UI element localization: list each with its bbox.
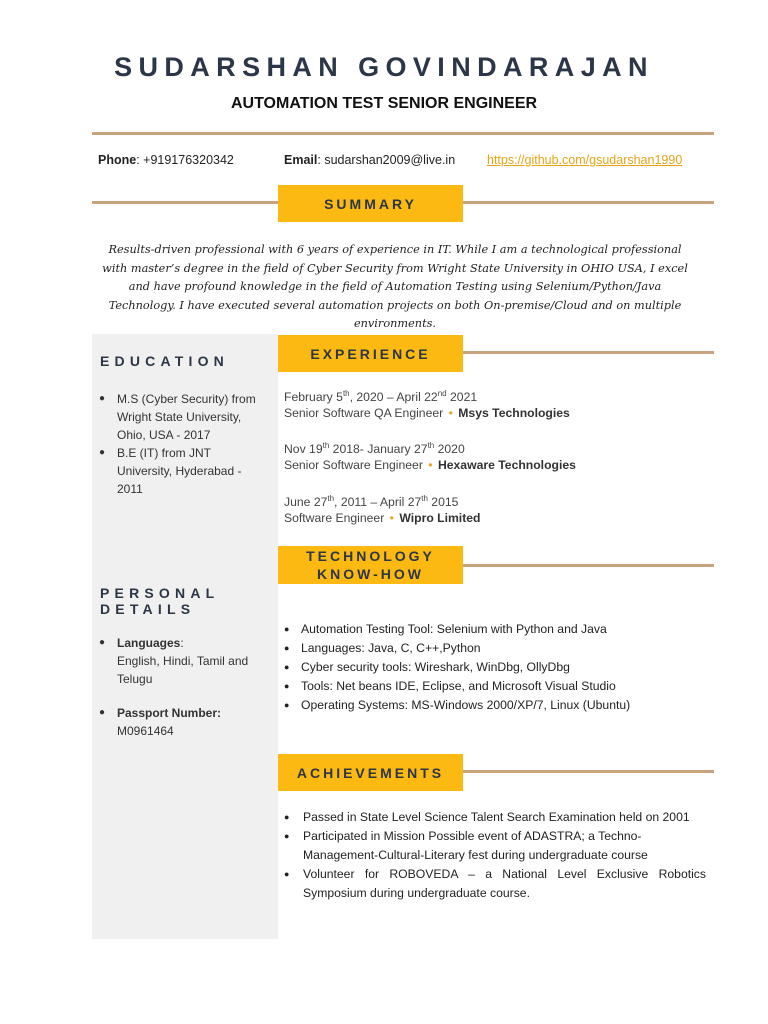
achievements-heading: ACHIEVEMENTS bbox=[278, 754, 463, 791]
bullet-icon: ● bbox=[284, 869, 290, 879]
list-item: ● Languages: Java, C, C++,Python bbox=[282, 639, 712, 658]
company-name: Hexaware Technologies bbox=[437, 458, 576, 472]
bullet-icon: ● bbox=[284, 831, 290, 841]
bullet-icon: ● bbox=[284, 624, 290, 634]
bullet-icon: ● bbox=[99, 447, 106, 458]
company-name: Msys Technologies bbox=[458, 406, 570, 420]
candidate-name: SUDARSHAN GOVINDARAJAN bbox=[114, 52, 654, 82]
bullet-icon: ● bbox=[284, 662, 290, 672]
languages-item: ● Languages: English, Hindi, Tamil and Telugu bbox=[99, 636, 249, 686]
email-label: Email bbox=[284, 153, 318, 167]
company-name: Wipro Limited bbox=[399, 511, 481, 525]
languages-value: English, Hindi, Tamil and Telugu bbox=[117, 654, 249, 686]
separator-icon: • bbox=[428, 458, 433, 472]
technology-rule bbox=[463, 564, 714, 567]
technology-heading: TECHNOLOGY KNOW-HOW bbox=[278, 546, 463, 584]
education-heading: EDUCATION bbox=[100, 353, 229, 369]
bullet-icon: ● bbox=[99, 707, 106, 718]
experience-entry bbox=[284, 441, 576, 473]
list-item: ● Operating Systems: MS-Windows 2000/XP/7, Linux (Ubuntu) bbox=[282, 696, 712, 715]
experience-heading: EXPERIENCE bbox=[278, 335, 463, 372]
experience-dates: Nov 19th 2018- January 27th 2020 bbox=[284, 440, 465, 456]
summary-heading: SUMMARY bbox=[278, 185, 463, 222]
education-item: ● M.S (Cyber Security) from Wright State University, Ohio, USA - 2017 bbox=[99, 392, 256, 442]
personal-details-heading: PERSONAL DETAILS bbox=[100, 585, 220, 617]
experience-dates: June 27th, 2011 – April 27th 2015 bbox=[284, 493, 459, 509]
summary-rule-right bbox=[463, 201, 714, 204]
header-divider bbox=[92, 132, 714, 135]
passport-label: Passport Number: bbox=[117, 706, 222, 720]
phone-value: +919176320342 bbox=[143, 153, 234, 167]
experience-role: Senior Software Engineer • Hexaware Technologies bbox=[284, 458, 576, 472]
education-item: ● B.E (IT) from JNT University, Hyderabad - 2011 bbox=[99, 446, 242, 496]
experience-role: Software Engineer • Wipro Limited bbox=[284, 511, 481, 525]
list-item: ● Participated in Mission Possible event of ADASTRA; a Techno-Management-Cultural-Literary fest during undergraduate course bbox=[284, 829, 648, 862]
personal-list bbox=[96, 634, 266, 740]
github-link[interactable]: https://github.com/gsudarshan1990 bbox=[487, 153, 683, 167]
experience-entry bbox=[284, 389, 570, 421]
education-list bbox=[96, 390, 266, 498]
bullet-icon: ● bbox=[99, 637, 106, 648]
experience-role: Senior Software QA Engineer • Msys Technologies bbox=[284, 406, 570, 420]
summary-rule-left bbox=[92, 201, 278, 204]
separator-icon: • bbox=[389, 511, 394, 525]
experience-rule bbox=[463, 351, 714, 354]
bullet-icon: ● bbox=[284, 812, 290, 822]
list-item: ● Automation Testing Tool: Selenium with Python and Java bbox=[282, 620, 712, 639]
languages-label: Languages bbox=[117, 636, 181, 650]
email-field: Email: sudarshan2009@live.in bbox=[284, 153, 456, 167]
phone-label: Phone bbox=[98, 153, 137, 167]
job-title: AUTOMATION TEST SENIOR ENGINEER bbox=[230, 95, 538, 112]
bullet-icon: ● bbox=[284, 700, 290, 710]
separator-icon: • bbox=[448, 406, 453, 420]
achievements-rule bbox=[463, 770, 714, 773]
bullet-icon: ● bbox=[284, 643, 290, 653]
phone-field: Phone: +919176320342 bbox=[98, 153, 234, 167]
bullet-icon: ● bbox=[99, 393, 106, 404]
passport-item bbox=[96, 704, 266, 740]
list-item: ● Volunteer for ROBOVEDA – a National Level Exclusive Robotics Symposium during undergraduate course. bbox=[284, 867, 706, 900]
list-item: ● Tools: Net beans IDE, Eclipse, and Microsoft Visual Studio bbox=[282, 677, 712, 696]
passport-value: M0961464 bbox=[117, 724, 174, 738]
achievements-list bbox=[282, 808, 706, 903]
bullet-icon: ● bbox=[284, 681, 290, 691]
experience-entry bbox=[284, 494, 480, 526]
email-value[interactable]: sudarshan2009@live.in bbox=[324, 153, 456, 167]
technology-list bbox=[282, 620, 712, 715]
list-item: ● Cyber security tools: Wireshark, WinDbg, OllyDbg bbox=[282, 658, 712, 677]
summary-text: Results-driven professional with 6 years of experience in IT. While I am a technological professional with master’s degree in the field of Cyber Security from Wright State University in OHIO USA, I excel and have profound knowledge in the field of Automation Testing using Selenium/Python/Java Technology. I have executed several automation projects on both On-premise/Cloud and on multiple environments. bbox=[102, 243, 688, 330]
experience-dates: February 5th, 2020 – April 22nd 2021 bbox=[284, 388, 478, 404]
list-item: ● Passed in State Level Science Talent Search Examination held on 2001 bbox=[282, 808, 706, 827]
